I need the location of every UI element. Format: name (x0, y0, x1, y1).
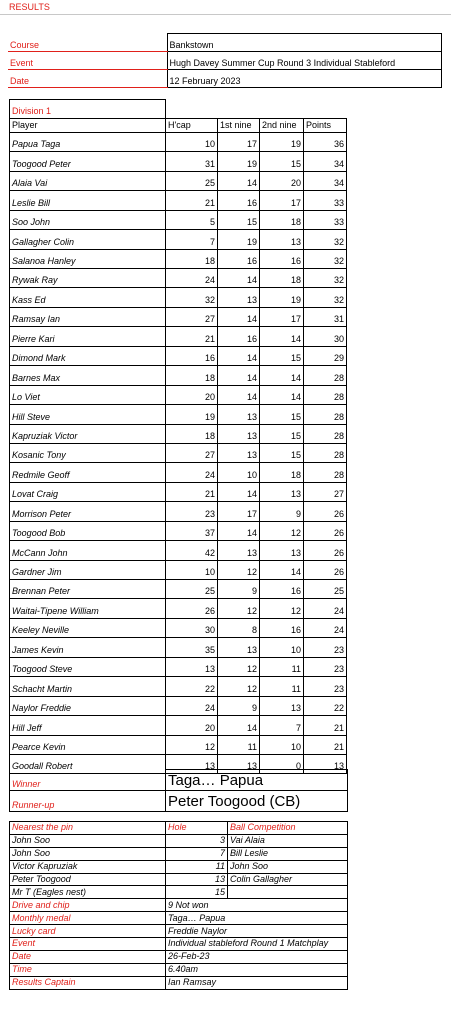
player-first-nine: 14 (218, 346, 260, 365)
player-second-nine: 12 (260, 521, 304, 540)
player-first-nine: 10 (218, 463, 260, 482)
player-second-nine: 14 (260, 385, 304, 404)
results-title: RESULTS (9, 2, 50, 12)
extras-label: Results Captain (10, 976, 166, 989)
player-points: 26 (304, 560, 347, 579)
extras-value: 6.40am (166, 963, 348, 976)
player-first-nine: 14 (218, 716, 260, 735)
player-name: Goodall Robert (10, 754, 166, 773)
player-second-nine: 14 (260, 560, 304, 579)
player-hcap: 10 (166, 132, 218, 151)
ball-competition-label: Ball Competition (228, 822, 348, 835)
player-second-nine: 14 (260, 366, 304, 385)
player-hcap: 30 (166, 618, 218, 637)
player-hcap: 25 (166, 171, 218, 190)
winners-table (9, 769, 348, 812)
player-hcap: 18 (166, 366, 218, 385)
col-hcap: H'cap (166, 118, 218, 132)
results-header (0, 0, 451, 15)
player-row (10, 443, 347, 462)
column-header-row (10, 118, 347, 132)
player-row (10, 716, 347, 735)
extras-value: Ian Ramsay (166, 976, 348, 989)
player-first-nine: 11 (218, 735, 260, 754)
player-hcap: 37 (166, 521, 218, 540)
player-second-nine: 10 (260, 735, 304, 754)
player-first-nine: 14 (218, 482, 260, 501)
player-first-nine: 14 (218, 307, 260, 326)
player-name: Lovat Craig (10, 482, 166, 501)
player-name: Papua Taga (10, 132, 166, 151)
player-points: 21 (304, 735, 347, 754)
player-first-nine: 12 (218, 657, 260, 676)
course-value: Bankstown (167, 34, 441, 52)
player-first-nine: 19 (218, 230, 260, 249)
player-row (10, 307, 347, 326)
player-row (10, 152, 347, 171)
extras-label: Monthly medal (10, 912, 166, 925)
player-name: James Kevin (10, 638, 166, 657)
course-info-table (8, 33, 442, 88)
player-second-nine: 16 (260, 618, 304, 637)
player-row (10, 638, 347, 657)
player-row (10, 618, 347, 637)
col-points: Points (304, 118, 347, 132)
player-first-nine: 12 (218, 677, 260, 696)
extras-label: Drive and chip (10, 899, 166, 912)
player-row (10, 405, 347, 424)
player-first-nine: 16 (218, 191, 260, 210)
player-first-nine: 13 (218, 405, 260, 424)
nearest-pin-row (10, 886, 348, 899)
player-points: 34 (304, 152, 347, 171)
player-name: Lo Viet (10, 385, 166, 404)
player-first-nine: 8 (218, 618, 260, 637)
player-name: Leslie Bill (10, 191, 166, 210)
player-name: Morrison Peter (10, 502, 166, 521)
player-second-nine: 12 (260, 599, 304, 618)
player-first-nine: 13 (218, 288, 260, 307)
player-first-nine: 14 (218, 269, 260, 288)
winner-value: Taga… Papua (166, 770, 348, 791)
ball-competition-winner: Colin Gallagher (228, 873, 348, 886)
player-hcap: 5 (166, 210, 218, 229)
player-name: Gardner Jim (10, 560, 166, 579)
player-second-nine: 16 (260, 580, 304, 599)
player-points: 28 (304, 463, 347, 482)
player-second-nine: 0 (260, 754, 304, 773)
player-points: 30 (304, 327, 347, 346)
runner-up-value: Peter Toogood (CB) (166, 791, 348, 812)
player-row (10, 191, 347, 210)
player-row (10, 249, 347, 268)
player-hcap: 10 (166, 560, 218, 579)
player-hcap: 35 (166, 638, 218, 657)
extras-row (10, 912, 348, 925)
nearest-pin-row (10, 860, 348, 873)
player-first-nine: 14 (218, 171, 260, 190)
player-row (10, 677, 347, 696)
extras-row (10, 963, 348, 976)
extras-row (10, 925, 348, 938)
extras-label: Lucky card (10, 925, 166, 938)
player-points: 28 (304, 443, 347, 462)
player-first-nine: 17 (218, 132, 260, 151)
player-points: 23 (304, 638, 347, 657)
player-first-nine: 12 (218, 599, 260, 618)
nearest-pin-row (10, 873, 348, 886)
division-title: Division 1 (10, 100, 166, 119)
player-second-nine: 14 (260, 327, 304, 346)
player-second-nine: 13 (260, 541, 304, 560)
date-label: Date (8, 70, 167, 88)
player-first-nine: 19 (218, 152, 260, 171)
player-name: Redmile Geoff (10, 463, 166, 482)
player-first-nine: 14 (218, 521, 260, 540)
player-first-nine: 13 (218, 443, 260, 462)
player-row (10, 385, 347, 404)
extras-label: Date (10, 950, 166, 963)
player-hcap: 19 (166, 405, 218, 424)
player-points: 24 (304, 618, 347, 637)
player-row (10, 560, 347, 579)
player-hcap: 21 (166, 482, 218, 501)
player-hcap: 24 (166, 696, 218, 715)
extras-value: Individual stableford Round 1 Matchplay (166, 938, 348, 951)
player-second-nine: 13 (260, 696, 304, 715)
player-second-nine: 10 (260, 638, 304, 657)
player-row (10, 424, 347, 443)
extras-row (10, 950, 348, 963)
extras-value: Freddie Naylor (166, 925, 348, 938)
player-row (10, 269, 347, 288)
player-row (10, 599, 347, 618)
player-hcap: 13 (166, 657, 218, 676)
player-second-nine: 16 (260, 249, 304, 268)
player-hcap: 27 (166, 443, 218, 462)
player-first-nine: 13 (218, 541, 260, 560)
player-points: 28 (304, 424, 347, 443)
player-name: McCann John (10, 541, 166, 560)
player-name: Kapruziak Victor (10, 424, 166, 443)
division-title-row (10, 100, 347, 119)
winner-row (10, 770, 348, 791)
player-hcap: 16 (166, 346, 218, 365)
player-second-nine: 18 (260, 269, 304, 288)
player-row (10, 366, 347, 385)
extras-value: Taga… Papua (166, 912, 348, 925)
player-second-nine: 13 (260, 482, 304, 501)
nearest-pin-row (10, 834, 348, 847)
division-table (9, 99, 347, 774)
player-points: 28 (304, 385, 347, 404)
player-second-nine: 15 (260, 424, 304, 443)
player-name: Pierre Kari (10, 327, 166, 346)
extras-table (9, 821, 348, 990)
player-name: Pearce Kevin (10, 735, 166, 754)
player-points: 22 (304, 696, 347, 715)
player-hcap: 25 (166, 580, 218, 599)
date-value: 12 February 2023 (167, 70, 441, 88)
info-row-date (8, 70, 441, 88)
player-points: 36 (304, 132, 347, 151)
ball-competition-winner: John Soo (228, 860, 348, 873)
runner-up-row (10, 791, 348, 812)
player-row (10, 346, 347, 365)
player-hcap: 20 (166, 385, 218, 404)
extras-label: Event (10, 938, 166, 951)
player-name: Keeley Neville (10, 618, 166, 637)
player-row (10, 580, 347, 599)
player-second-nine: 17 (260, 307, 304, 326)
hole-label: Hole (166, 822, 228, 835)
player-points: 33 (304, 210, 347, 229)
player-hcap: 12 (166, 735, 218, 754)
player-name: Salanoa Hanley (10, 249, 166, 268)
player-hcap: 21 (166, 327, 218, 346)
player-second-nine: 11 (260, 677, 304, 696)
player-hcap: 26 (166, 599, 218, 618)
player-second-nine: 15 (260, 443, 304, 462)
player-points: 29 (304, 346, 347, 365)
pin-hole-number: 15 (166, 886, 228, 899)
player-hcap: 13 (166, 754, 218, 773)
player-row (10, 696, 347, 715)
player-name: Kass Ed (10, 288, 166, 307)
player-row (10, 541, 347, 560)
player-name: Barnes Max (10, 366, 166, 385)
player-first-nine: 15 (218, 210, 260, 229)
player-first-nine: 17 (218, 502, 260, 521)
player-second-nine: 15 (260, 405, 304, 424)
pin-winner-name: John Soo (10, 847, 166, 860)
col-player: Player (10, 118, 166, 132)
nearest-pin-row (10, 847, 348, 860)
player-name: Waitai-Tipene William (10, 599, 166, 618)
player-points: 31 (304, 307, 347, 326)
player-points: 26 (304, 541, 347, 560)
player-second-nine: 19 (260, 132, 304, 151)
player-name: Kosanic Tony (10, 443, 166, 462)
player-hcap: 21 (166, 191, 218, 210)
player-first-nine: 13 (218, 424, 260, 443)
player-points: 24 (304, 599, 347, 618)
player-points: 26 (304, 521, 347, 540)
player-second-nine: 19 (260, 288, 304, 307)
pin-winner-name: Peter Toogood (10, 873, 166, 886)
player-name: Rywak Ray (10, 269, 166, 288)
info-row-course (8, 34, 441, 52)
player-hcap: 18 (166, 424, 218, 443)
player-name: Ramsay Ian (10, 307, 166, 326)
player-first-nine: 16 (218, 249, 260, 268)
extras-label: Time (10, 963, 166, 976)
player-points: 32 (304, 230, 347, 249)
player-points: 25 (304, 580, 347, 599)
pin-hole-number: 3 (166, 834, 228, 847)
player-name: Toogood Peter (10, 152, 166, 171)
extras-header-row (10, 822, 348, 835)
player-row (10, 735, 347, 754)
player-row (10, 502, 347, 521)
player-hcap: 24 (166, 463, 218, 482)
extras-row (10, 976, 348, 989)
player-points: 28 (304, 366, 347, 385)
player-second-nine: 17 (260, 191, 304, 210)
player-row (10, 210, 347, 229)
event-label: Event (8, 52, 167, 70)
player-points: 23 (304, 677, 347, 696)
player-first-nine: 9 (218, 580, 260, 599)
player-first-nine: 13 (218, 754, 260, 773)
player-hcap: 24 (166, 269, 218, 288)
player-row (10, 171, 347, 190)
player-points: 23 (304, 657, 347, 676)
player-first-nine: 14 (218, 366, 260, 385)
event-value: Hugh Davey Summer Cup Round 3 Individual Stableford (167, 52, 441, 70)
player-hcap: 22 (166, 677, 218, 696)
player-row (10, 482, 347, 501)
player-row (10, 463, 347, 482)
player-second-nine: 15 (260, 346, 304, 365)
player-first-nine: 14 (218, 385, 260, 404)
player-hcap: 7 (166, 230, 218, 249)
player-points: 28 (304, 405, 347, 424)
player-row (10, 521, 347, 540)
player-second-nine: 7 (260, 716, 304, 735)
player-hcap: 31 (166, 152, 218, 171)
player-first-nine: 13 (218, 638, 260, 657)
ball-competition-winner: Vai Alaia (228, 834, 348, 847)
player-name: Hill Jeff (10, 716, 166, 735)
player-row (10, 327, 347, 346)
player-second-nine: 11 (260, 657, 304, 676)
extras-row (10, 899, 348, 912)
player-name: Soo John (10, 210, 166, 229)
extras-value: 26-Feb-23 (166, 950, 348, 963)
player-hcap: 20 (166, 716, 218, 735)
course-label: Course (8, 34, 167, 52)
player-hcap: 23 (166, 502, 218, 521)
player-name: Toogood Bob (10, 521, 166, 540)
pin-winner-name: Victor Kapruziak (10, 860, 166, 873)
player-hcap: 27 (166, 307, 218, 326)
ball-competition-winner (228, 886, 348, 899)
col-first-nine: 1st nine (218, 118, 260, 132)
player-row (10, 657, 347, 676)
player-points: 13 (304, 754, 347, 773)
player-points: 27 (304, 482, 347, 501)
player-points: 33 (304, 191, 347, 210)
player-points: 34 (304, 171, 347, 190)
col-second-nine: 2nd nine (260, 118, 304, 132)
player-second-nine: 18 (260, 210, 304, 229)
nearest-pin-label: Nearest the pin (10, 822, 166, 835)
player-first-nine: 16 (218, 327, 260, 346)
player-points: 32 (304, 269, 347, 288)
player-hcap: 42 (166, 541, 218, 560)
player-hcap: 18 (166, 249, 218, 268)
pin-hole-number: 11 (166, 860, 228, 873)
runner-up-label: Runner-up (10, 791, 166, 812)
player-second-nine: 20 (260, 171, 304, 190)
extras-value: 9 Not won (166, 899, 348, 912)
player-points: 32 (304, 249, 347, 268)
pin-winner-name: Mr T (Eagles nest) (10, 886, 166, 899)
pin-hole-number: 13 (166, 873, 228, 886)
pin-winner-name: John Soo (10, 834, 166, 847)
player-row (10, 230, 347, 249)
player-first-nine: 12 (218, 560, 260, 579)
player-row (10, 288, 347, 307)
ball-competition-winner: Bill Leslie (228, 847, 348, 860)
player-name: Brennan Peter (10, 580, 166, 599)
player-name: Naylor Freddie (10, 696, 166, 715)
winner-label: Winner (10, 770, 166, 791)
player-name: Dimond Mark (10, 346, 166, 365)
player-row (10, 132, 347, 151)
player-second-nine: 9 (260, 502, 304, 521)
extras-row (10, 938, 348, 951)
player-name: Hill Steve (10, 405, 166, 424)
player-points: 32 (304, 288, 347, 307)
player-hcap: 32 (166, 288, 218, 307)
player-points: 26 (304, 502, 347, 521)
player-second-nine: 15 (260, 152, 304, 171)
info-row-event (8, 52, 441, 70)
pin-hole-number: 7 (166, 847, 228, 860)
player-second-nine: 18 (260, 463, 304, 482)
player-name: Gallagher Colin (10, 230, 166, 249)
player-points: 21 (304, 716, 347, 735)
player-name: Toogood Steve (10, 657, 166, 676)
player-name: Schacht Martin (10, 677, 166, 696)
player-name: Alaia Vai (10, 171, 166, 190)
player-first-nine: 9 (218, 696, 260, 715)
player-second-nine: 13 (260, 230, 304, 249)
